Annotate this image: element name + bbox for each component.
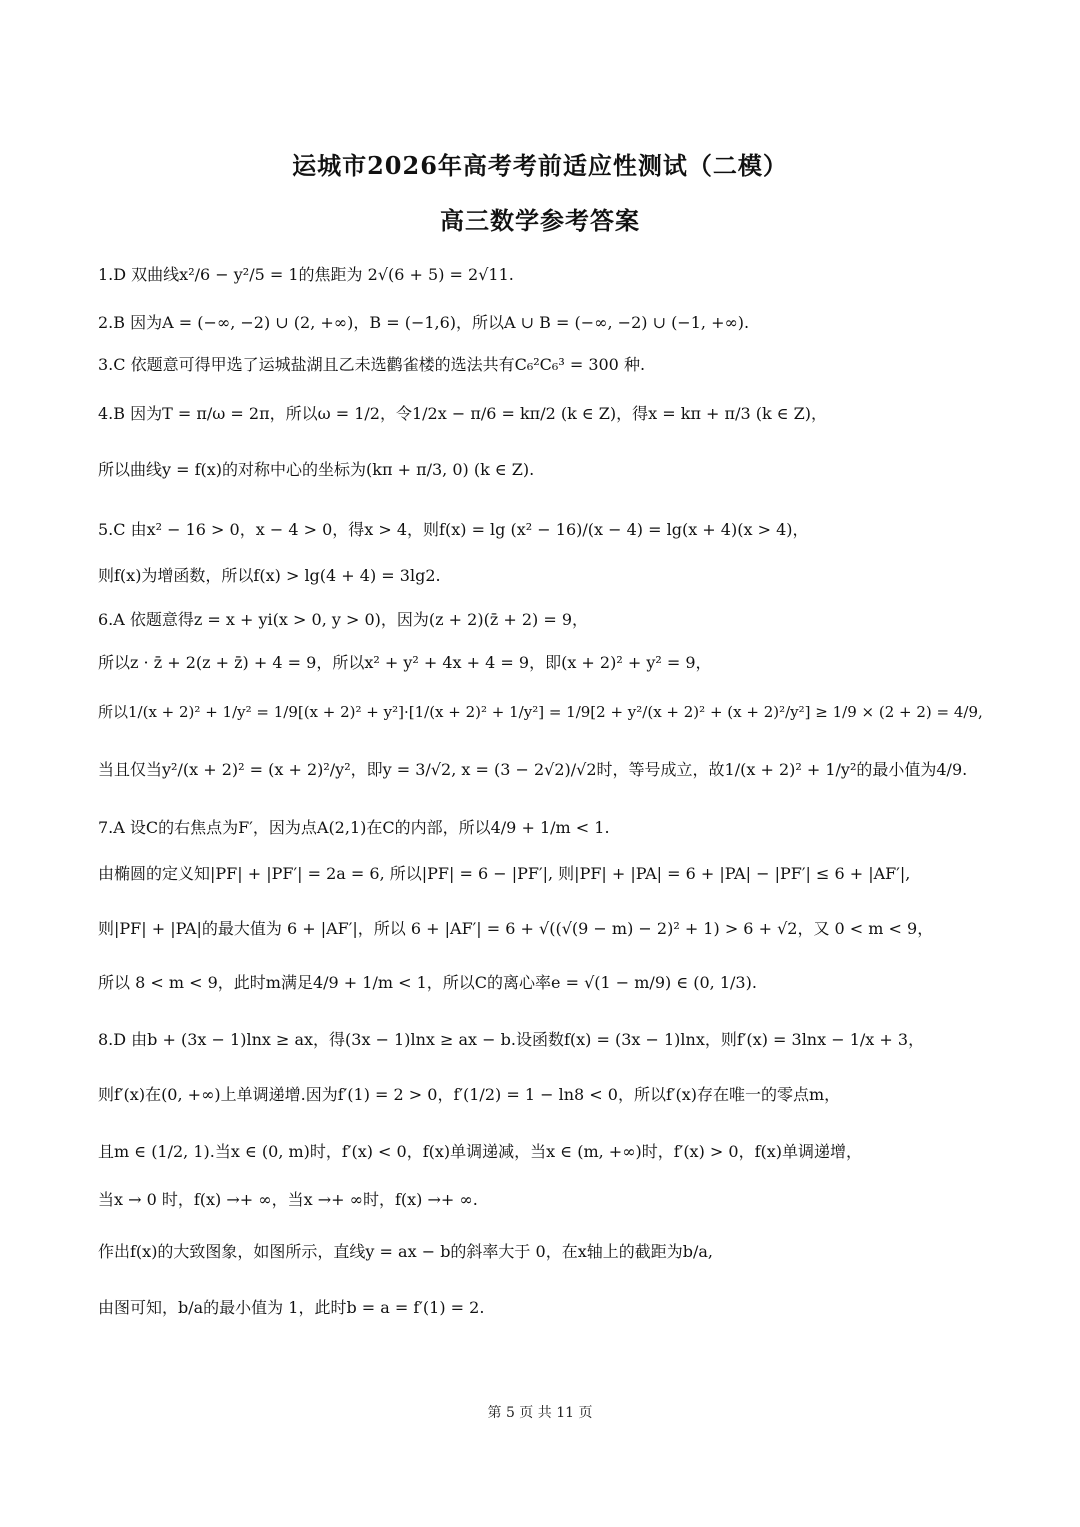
page-number: 第 5 页 共 11 页: [487, 1405, 593, 1421]
page-subtitle: 高三数学参考答案: [440, 206, 640, 235]
answer-8-line-5: 作出f(x)的大致图象，如图所示，直线y = ax − b的斜率大于 0，在x轴上的截距为b/a,: [98, 1242, 713, 1261]
answer-4-line: 4.B 因为T = π/ω = 2π，所以ω = 1/2，令1/2x − π/6 = kπ/2 (k ∈ Z)，得x = kπ + π/3 (k ∈ Z)，: [98, 404, 828, 423]
answer-5-line: 5.C 由x² − 16 > 0，x − 4 > 0，得x > 4，则f(x) = lg (x² − 16)/(x − 4) = lg(x + 4)(x > 4)，: [98, 520, 809, 539]
answer-7-line-2: 由椭圆的定义知|PF| + |PF′| = 2a = 6, 所以|PF| = 6 − |PF′|, 则|PF| + |PA| = 6 + |PA| − |PF′| ≤ 6 + |AF′|,: [98, 864, 911, 883]
answer-8-line-4: 当x → 0 时，f(x) →+ ∞，当x →+ ∞时，f(x) →+ ∞.: [98, 1190, 478, 1209]
answer-1-line: 1.D 双曲线x²/6 − y²/5 = 1的焦距为 2√(6 + 5) = 2√11.: [98, 265, 514, 284]
answer-6-line-3: 所以1/(x + 2)² + 1/y² = 1/9[(x + 2)² + y²]·[1/(x + 2)² + 1/y²] = 1/9[2 + y²/(x + 2)² + (x + 2)²/y²] ≥ 1/9 × (2 + 2) = 4/9,: [98, 703, 983, 721]
answer-7-line-3: 则|PF| + |PA|的最大值为 6 + |AF′|，所以 6 + |AF′| = 6 + √((√(9 − m) − 2)² + 1) > 6 + √2，又 0 < m < 9，: [98, 919, 934, 938]
answer-5-line-2: 则f(x)为增函数，所以f(x) > lg(4 + 4) = 3lg2.: [98, 566, 441, 585]
answer-3-line: 3.C 依题意可得甲选了运城盐湖且乙未选鹳雀楼的选法共有C₆²C₆³ = 300 种.: [98, 355, 646, 374]
answer-6-line: 6.A 依题意得z = x + yi(x > 0, y > 0)，因为(z + 2)(z̄ + 2) = 9，: [98, 610, 589, 629]
answer-7-line: 7.A 设C的右焦点为F′，因为点A(2,1)在C的内部，所以4/9 + 1/m < 1.: [98, 818, 610, 837]
answer-8-line-3: 且m ∈ (1/2, 1).当x ∈ (0, m)时，f′(x) < 0，f(x)单调递减，当x ∈ (m, +∞)时，f′(x) > 0，f(x)单调递增，: [98, 1142, 863, 1161]
answer-2-line: 2.B 因为A = (−∞, −2) ∪ (2, +∞)，B = (−1,6)，所以A ∪ B = (−∞, −2) ∪ (−1, +∞).: [98, 313, 750, 332]
answer-6-line-2: 所以z · z̄ + 2(z + z̄) + 4 = 9，所以x² + y² + 4x + 4 = 9，即(x + 2)² + y² = 9，: [98, 653, 712, 672]
answer-7-line-4: 所以 8 < m < 9，此时m满足4/9 + 1/m < 1，所以C的离心率e = √(1 − m/9) ∈ (0, 1/3).: [98, 973, 757, 992]
answer-6-line-4: 当且仅当y²/(x + 2)² = (x + 2)²/y²，即y = 3/√2, x = (3 − 2√2)/√2时，等号成立，故1/(x + 2)² + 1/y²的最小值为4/9.: [98, 760, 968, 779]
answer-4-line-2: 所以曲线y = f(x)的对称中心的坐标为(kπ + π/3, 0) (k ∈ Z).: [98, 460, 535, 479]
answer-8-line: 8.D 由b + (3x − 1)lnx ≥ ax，得(3x − 1)lnx ≥ ax − b.设函数f(x) = (3x − 1)lnx，则f′(x) = 3lnx − 1/x + 3，: [98, 1030, 925, 1049]
answer-8-line-6: 由图可知，b/a的最小值为 1，此时b = a = f′(1) = 2.: [98, 1298, 485, 1317]
page-title: 运城市2026年高考考前适应性测试（二模）: [292, 151, 788, 180]
answer-8-line-2: 则f′(x)在(0, +∞)上单调递增.因为f′(1) = 2 > 0，f′(1/2) = 1 − ln8 < 0，所以f′(x)存在唯一的零点m，: [98, 1085, 841, 1104]
